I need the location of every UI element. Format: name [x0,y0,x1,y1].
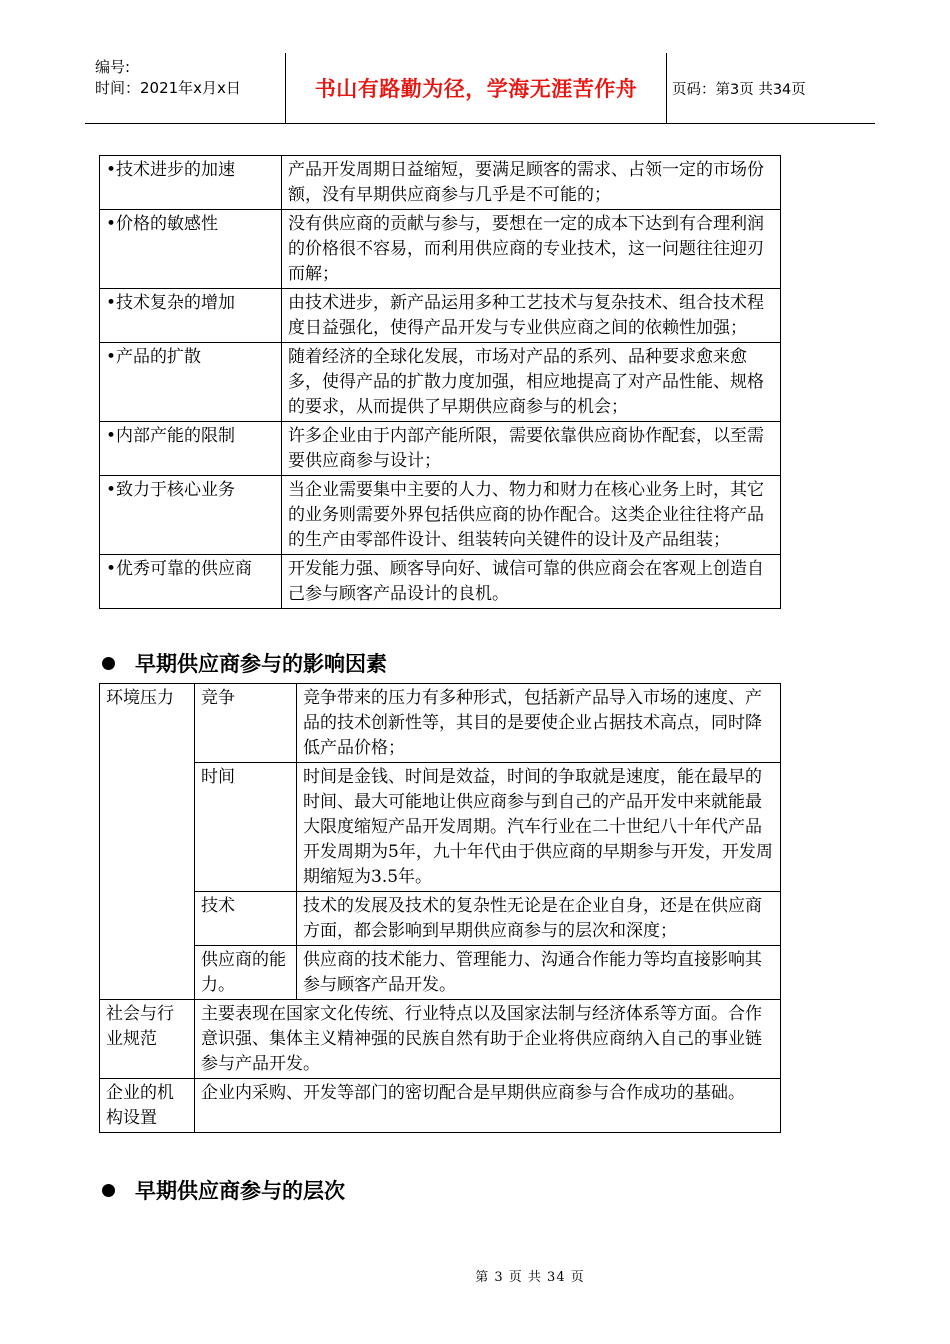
org-label-cell: 企业的机构设置 [100,1079,195,1133]
table-row [100,555,781,609]
desc-cell: 由技术进步，新产品运用多种工艺技术与复杂技术、组合技术程度日益强化，使得产品开发与专业供应商之间的依赖性加强； [282,289,781,343]
sub-cell: 时间 [195,763,297,892]
table-row [100,1079,781,1133]
factor-cell: •技术进步的加速 [100,156,282,210]
bullet-icon [102,657,115,670]
desc-cell: 随着经济的全球化发展，市场对产品的系列、品种要求愈来愈多，使得产品的扩散力度加强，相应地提高了对产品性能、规格的要求，从而提供了早期供应商参与的机会； [282,343,781,422]
desc-cell: 企业内采购、开发等部门的密切配合是早期供应商参与合作成功的基础。 [195,1079,781,1133]
desc-cell: 没有供应商的贡献与参与，要想在一定的成本下达到有合理利润的价格很不容易，而利用供应商的专业技术，这一问题往往迎刃而解； [282,210,781,289]
header-motto-box [285,53,667,123]
table-row [100,684,781,763]
bullet-icon [102,1184,115,1197]
number-label: 编号: [95,58,131,76]
page-footer: 第 3 页 共 34 页 [475,1270,585,1285]
factor-cell: •内部产能的限制 [100,422,282,476]
factor-cell: •致力于核心业务 [100,476,282,555]
desc-cell: 技术的发展及技术的复杂性无论是在企业自身，还是在供应商方面，都会影响到早期供应商参与的层次和深度； [297,892,781,946]
table-row [100,210,781,289]
sub-cell: 技术 [195,892,297,946]
desc-cell: 时间是金钱、时间是效益，时间的争取就是速度，能在最早的时间、最大可能地让供应商参与到自己的产品开发中来就能最大限度缩短产品开发周期。汽车行业在二十世纪八十年代产品开发周期为5年，九十年代由于供应商的早期参与开发，开发周期缩短为3.5年。 [297,763,781,892]
table-row [100,476,781,555]
desc-cell: 开发能力强、顾客导向好、诚信可靠的供应商会在客观上创造自己参与顾客产品设计的良机。 [282,555,781,609]
desc-cell: 主要表现在国家文化传统、行业特点以及国家法制与经济体系等方面。合作意识强、集体主义精神强的民族自然有助于企业将供应商纳入自己的事业链参与产品开发。 [195,1000,781,1079]
page-header [85,53,875,124]
table-row [100,343,781,422]
factor-cell: •优秀可靠的供应商 [100,555,282,609]
factor-cell: •产品的扩散 [100,343,282,422]
section-title: 早期供应商参与的影响因素 [135,652,387,676]
desc-cell: 竞争带来的压力有多种形式，包括新产品导入市场的速度、产品的技术创新性等，其目的是要使企业占据技术高点，同时降低产品价格； [297,684,781,763]
drivers-table [99,155,781,609]
factor-cell: •技术复杂的增加 [100,289,282,343]
factor-cell: •价格的敏感性 [100,210,282,289]
header-motto: 书山有路勤为径，学海无涯苦作舟 [314,77,638,101]
section-heading-influences [102,648,387,678]
table-row [100,946,781,1000]
section-heading-levels [102,1175,345,1205]
section-title: 早期供应商参与的层次 [135,1179,345,1203]
social-label-cell: 社会与行业规范 [100,1000,195,1079]
header-page-info: 页码：第3页 共34页 [672,81,806,98]
desc-cell: 供应商的技术能力、管理能力、沟通合作能力等均直接影响其参与顾客产品开发。 [297,946,781,1000]
table-row [100,763,781,892]
table-row [100,422,781,476]
sub-cell: 供应商的能力。 [195,946,297,1000]
table-row [100,892,781,946]
time-label: 时间：2021年x月x日 [95,79,241,97]
table-row [100,1000,781,1079]
desc-cell: 许多企业由于内部产能所限，需要依靠供应商协作配套，以至需要供应商参与设计； [282,422,781,476]
table-row [100,289,781,343]
env-label-cell: 环境压力 [100,684,195,1000]
sub-cell: 竞争 [195,684,297,763]
table-row [100,156,781,210]
influences-table [99,683,781,1133]
desc-cell: 产品开发周期日益缩短，要满足顾客的需求、占领一定的市场份额，没有早期供应商参与几乎是不可能的； [282,156,781,210]
desc-cell: 当企业需要集中主要的人力、物力和财力在核心业务上时，其它的业务则需要外界包括供应商的协作配合。这类企业往往将产品的生产由零部件设计、组装转向关键件的设计及产品组装； [282,476,781,555]
header-meta [95,57,285,99]
